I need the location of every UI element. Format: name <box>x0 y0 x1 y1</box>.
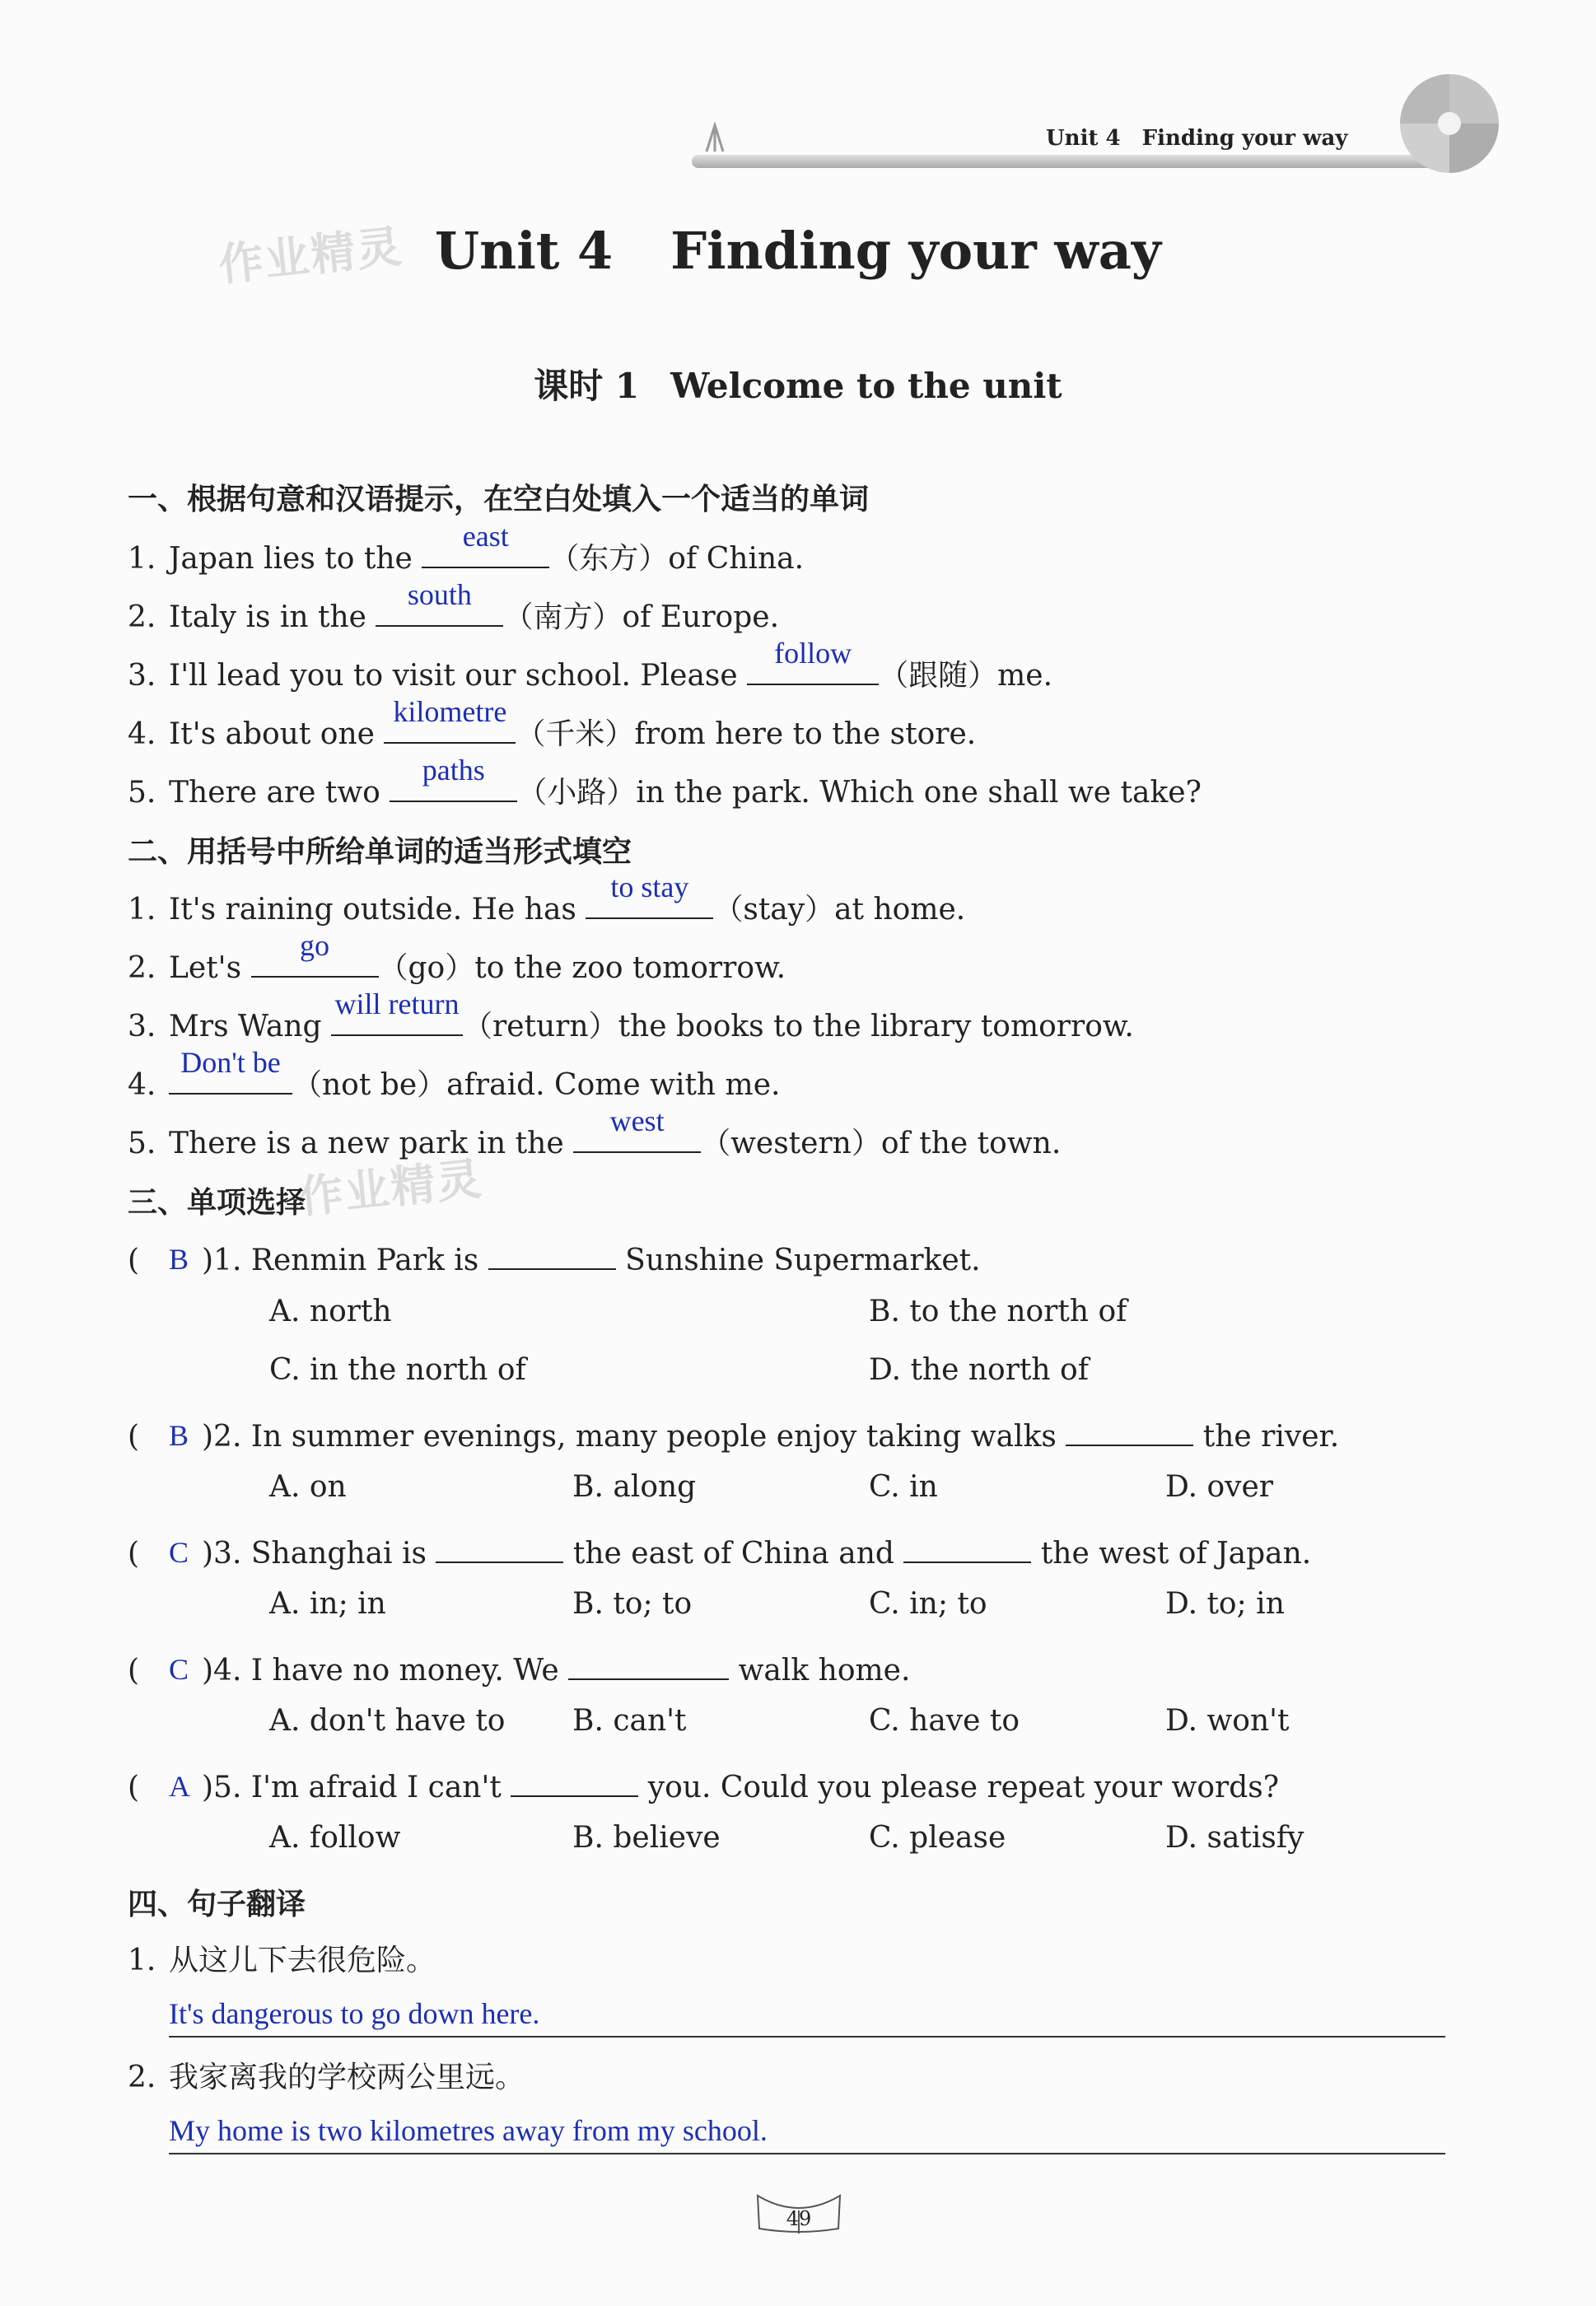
section-heading: 四、句子翻译 <box>128 1888 306 1921</box>
arrow-icon <box>700 122 733 155</box>
answer: paths <box>422 754 485 787</box>
mc-question: ( A )5. I'm afraid I can't you. Could you please repeat your words? <box>128 1762 1279 1804</box>
fill-item: 5. There are two paths （小路）in the park. Which one shall we take? <box>128 754 1202 810</box>
answer: My home is two kilometres away from my school. <box>169 2114 768 2147</box>
answer: It's dangerous to go down here. <box>169 1997 540 2030</box>
watermark: 作业精灵 <box>296 1152 486 1224</box>
fill-item: 1. Japan lies to the east （东方）of China. <box>128 520 805 576</box>
lesson-title <box>0 359 1596 408</box>
answer-line <box>169 1995 1445 2038</box>
section-heading: 一、根据句意和汉语提示，在空白处填入一个适当的单词 <box>128 483 870 516</box>
option: D. won't <box>1165 1704 1290 1738</box>
option: B. can't <box>572 1704 687 1738</box>
answer-choice: C <box>169 1536 189 1569</box>
answer: to stay <box>610 871 689 903</box>
answer: follow <box>774 637 852 670</box>
answer-choice: B <box>169 1419 189 1452</box>
option: A. in; in <box>269 1587 386 1621</box>
watermark: 作业精灵 <box>216 220 406 292</box>
mc-question: ( C )4. I have no money. We walk home. <box>128 1645 910 1687</box>
answer-line <box>169 2112 1445 2154</box>
answer-choice: C <box>169 1653 189 1686</box>
section-heading: 二、用括号中所给单词的适当形式填空 <box>128 835 632 869</box>
answer: Don't be <box>180 1046 281 1079</box>
answer: will return <box>334 987 460 1020</box>
answer-choice: A <box>169 1770 190 1803</box>
header-title: Finding your way <box>1141 126 1348 151</box>
option: D. to; in <box>1165 1587 1285 1621</box>
option: D. the north of <box>869 1353 1090 1387</box>
fan-icon <box>1400 74 1499 173</box>
mc-question: ( C )3. Shanghai is the east of China and the west of Japan. <box>128 1529 1311 1571</box>
translation-prompt: 2. 我家离我的学校两公里远。 <box>128 2061 525 2094</box>
fill-item: 2. Italy is in the south （南方）of Europe. <box>128 578 780 634</box>
fill-item: 5. There is a new park in the west （western）of the town. <box>128 1104 1062 1160</box>
option: A. don't have to <box>269 1704 506 1738</box>
fill-item: 3. Mrs Wang will return （return）the books to the library tomorrow. <box>128 987 1134 1043</box>
fill-item: 2. Let's go （go）to the zoo tomorrow. <box>128 929 786 985</box>
option: B. to the north of <box>869 1295 1127 1328</box>
option: A. north <box>269 1295 392 1328</box>
answer: south <box>407 578 472 611</box>
option: C. please <box>869 1821 1006 1855</box>
option: C. have to <box>869 1704 1020 1738</box>
option: C. in <box>869 1470 938 1504</box>
mc-question: ( B )1. Renmin Park is Sunshine Supermarket. <box>128 1235 981 1277</box>
answer: go <box>300 929 330 962</box>
option: C. in; to <box>869 1587 987 1621</box>
page-number-text: 49 <box>786 2207 812 2230</box>
page-number <box>741 2187 856 2237</box>
answer: west <box>609 1104 665 1137</box>
lesson-name: Welcome to the unit <box>670 366 1062 406</box>
header-rule <box>692 155 1466 168</box>
option: B. along <box>572 1470 697 1504</box>
option: A. on <box>269 1470 347 1504</box>
option: C. in the north of <box>269 1353 526 1387</box>
option: A. follow <box>269 1821 401 1855</box>
option: D. over <box>1165 1470 1273 1504</box>
section-heading: 三、单项选择 <box>128 1186 306 1220</box>
option: B. believe <box>572 1821 721 1855</box>
translation-prompt: 1. 从这儿下去很危险。 <box>128 1944 436 1977</box>
lesson-label: 课时 1 <box>534 366 640 406</box>
fill-item: 3. I'll lead you to visit our school. Please follow （跟随）me. <box>128 637 1053 693</box>
fill-item: 1. It's raining outside. He has to stay （stay）at home. <box>128 871 966 927</box>
answer: kilometre <box>393 695 507 728</box>
page-title <box>0 221 1596 281</box>
fill-item: 4. It's about one kilometre （千米）from here to the store. <box>128 695 977 751</box>
title-name: Finding your way <box>670 221 1161 281</box>
answer: east <box>462 520 509 553</box>
answer-choice: B <box>169 1243 189 1276</box>
option: D. satisfy <box>1165 1821 1304 1855</box>
running-header <box>1046 126 1347 151</box>
option: B. to; to <box>572 1587 693 1621</box>
header-unit: Unit 4 <box>1046 126 1121 151</box>
fill-item: 4. Don't be （not be）afraid. Come with me. <box>128 1046 781 1102</box>
mc-question: ( B )2. In summer evenings, many people enjoy taking walks the river. <box>128 1412 1339 1454</box>
title-unit: Unit 4 <box>435 221 614 281</box>
